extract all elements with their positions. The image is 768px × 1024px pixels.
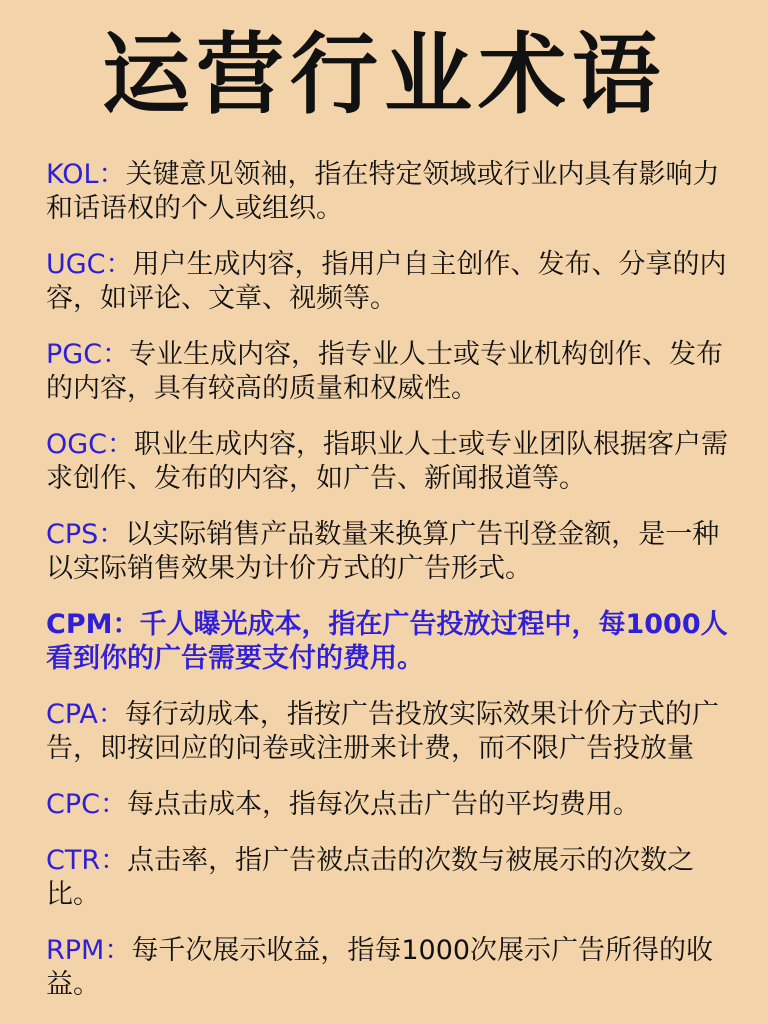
term-list — [46, 158, 744, 1002]
term-separator: ： — [100, 789, 127, 820]
term-item-rpm — [46, 934, 744, 1002]
term-separator: ： — [104, 935, 132, 966]
term-definition: 千人曝光成本，指在广告投放过程中，每1000人看到你的广告需要支付的费用。 — [46, 609, 728, 674]
term-item-cpm — [46, 608, 744, 676]
term-definition: 关键意见领袖，指在特定领域或行业内具有影响力和话语权的个人或组织。 — [46, 159, 720, 224]
term-definition: 专业生成内容，指专业人士或专业机构创作、发布的内容，具有较高的质量和权威性。 — [46, 339, 724, 404]
term-definition: 每行动成本，指按广告投放实际效果计价方式的广告，即按回应的问卷或注册来计费，而不限广告投放量 — [46, 699, 719, 764]
term-key: CPA — [46, 699, 98, 730]
term-separator: ： — [100, 845, 128, 876]
term-item-cps — [46, 518, 744, 586]
term-definition: 职业生成内容，指职业人士或专业团队根据客户需求创作、发布的内容，如广告、新闻报道等。 — [46, 429, 729, 494]
term-key: KOL — [46, 159, 99, 190]
page-title: 运营行业术语 — [101, 23, 666, 126]
term-separator: ： — [112, 609, 140, 640]
term-item-ogc — [46, 428, 744, 496]
term-separator: ： — [102, 339, 130, 370]
term-definition: 每点击成本，指每次点击广告的平均费用。 — [127, 789, 640, 820]
term-item-pgc — [46, 338, 744, 406]
term-separator: ： — [98, 519, 126, 550]
term-definition: 以实际销售产品数量来换算广告刊登金额，是一种以实际销售效果为计价方式的广告形式。 — [46, 519, 720, 584]
term-key: OGC — [46, 429, 108, 460]
term-key: UGC — [46, 249, 106, 280]
term-separator: ： — [97, 699, 125, 730]
term-definition: 用户生成内容，指用户自主创作、发布、分享的内容，如评论、文章、视频等。 — [46, 249, 727, 314]
term-key: CPM — [46, 609, 113, 640]
term-item-cpa — [46, 698, 744, 766]
term-item-ugc — [46, 248, 744, 316]
term-separator: ： — [105, 249, 133, 280]
term-key: CPC — [46, 789, 100, 820]
term-key: CPS — [46, 519, 99, 550]
term-key: CTR — [46, 845, 101, 876]
term-key: RPM — [46, 935, 105, 966]
term-separator: ： — [98, 159, 126, 190]
term-item-kol — [46, 158, 744, 226]
term-item-ctr — [46, 844, 744, 912]
term-key: PGC — [46, 339, 103, 370]
term-definition: 每千次展示收益，指每1000次展示广告所得的收益。 — [46, 935, 714, 1000]
term-definition: 点击率，指广告被点击的次数与被展示的次数之比。 — [46, 845, 695, 910]
term-item-cpc — [46, 788, 744, 822]
term-separator: ： — [107, 429, 135, 460]
